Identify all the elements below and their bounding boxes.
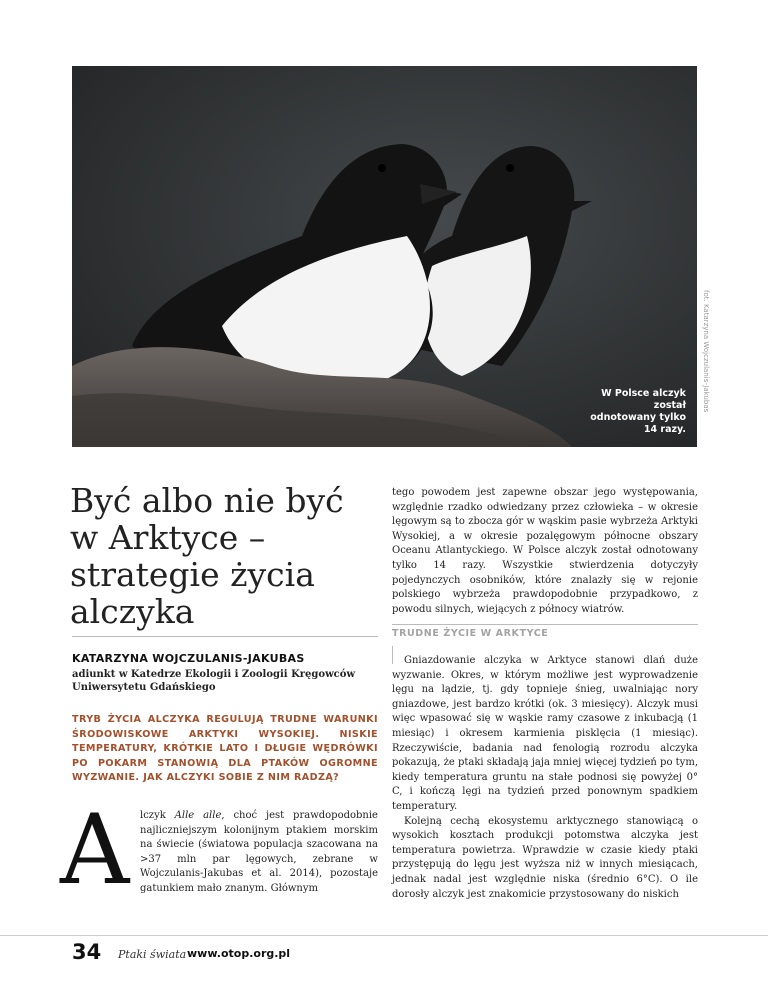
photo-credit: fot. Katarzyna Wojczulanis-Jakubas xyxy=(702,290,710,413)
magazine-url[interactable]: www.otop.org.pl xyxy=(187,947,291,960)
species-name: Alle alle xyxy=(174,810,222,821)
article-title: Być albo nie być w Arktyce – strategie życia alczyka xyxy=(70,481,344,631)
drop-cap: A xyxy=(60,794,130,906)
column-two-top xyxy=(392,486,698,617)
title-divider xyxy=(72,636,378,637)
intro-text-rest: , choć jest prawdopodobnie najliczniejszym kolonijnym ptakiem morskim na świecie (światowa populacja szacowana na >37 mln par lęgowych, zebrane w Wojczulanis-Jakubas et al. 2014), pozostaje gatunkiem mało znanym. Głównym xyxy=(140,810,378,894)
body-paragraph: Kolejną cechą ekosystemu arktycznego stanowiącą o wysokich kosztach produkcji potomstwa alczyka jest temperatura powietrza. Wprawdzie w czasie kiedy ptaki przystępują do lęgu jest wyższa niż w innych miesiącach, jednak nadal jest względnie niska (średnio 6°C). O ile dorosły alczyk jest znakomicie przystosowany do niskich xyxy=(392,815,698,900)
page-number: 34 xyxy=(72,940,102,964)
body-paragraph: tego powodem jest zapewne obszar jego występowania, względnie rzadko odwiedzany przez człowieka – w okresie lęgowym są to zbocza gór w wąskim pasie wybrzeża Arktyki Wysokiej, a w okresie pozalęgowym północne obszary Oceanu Atlantyckiego. W Polsce alczyk został odnotowany tylko 14 razy. Wszystkie stwierdzenia dotyczyły pojedynczych osobników, które znalazły się w rejonie polskiego wybrzeża prawdopodobnie przypadkowo, z powodu silnych, wiejących z północy wiatrów. xyxy=(392,487,698,615)
author-affiliation: adiunkt w Katedrze Ekologii i Zoologii Kręgowców Uniwersytetu Gdańskiego xyxy=(72,669,356,693)
section-heading: TRUDNE ŻYCIE W ARKTYCE xyxy=(392,628,549,639)
article-lead: TRYB ŻYCIA ALCZYKA REGULUJĄ TRUDNE WARUNKI ŚRODOWISKOWE ARKTYKI WYSOKIEJ. NISKIE TEMPERATURY, KRÓTKIE LATO I DŁUGIE WĘDRÓWKI PO POKARM STANOWIĄ DLA PTAKÓW OGROMNE WYZWANIE. JAK ALCZYKI SOBIE Z NIM RADZĄ? xyxy=(72,714,378,783)
section-divider xyxy=(392,624,698,625)
footer-divider xyxy=(0,935,768,936)
column-two-bottom xyxy=(392,654,698,902)
author-name: KATARZYNA WOJCZULANIS-JAKUBAS xyxy=(72,652,305,665)
magazine-name: Ptaki świata xyxy=(118,948,187,961)
photo-caption: W Polsce alczyk został odnotowany tylko 14 razy. xyxy=(590,388,686,435)
intro-text-start: lczyk xyxy=(140,810,175,821)
body-paragraph: Gniazdowanie alczyka w Arktyce stanowi dlań duże wyzwanie. Okres, w którym możliwe jest wyprowadzenie lęgu na lądzie, tj. gdy topnieje śnieg, uwalniając nory gniazdowe, jest bardzo krótki (ok. 3 miesięcy). Alczyk musi więc wpasować się w wąskie ramy czasowe z inkubacją (1 miesiąc) i okresem karmienia pisklęcia (1 miesiąc). Rzeczywiście, badania nad fenologią rozrodu alczyka pokazują, że ptaki składają jaja mniej więcej tydzień po tym, kiedy temperatura gruntu na stałe podnosi się powyżej 0° C, i kończą lęgi na tydzień przed ponownym spadkiem temperatury. xyxy=(392,655,698,812)
intro-paragraph xyxy=(140,809,378,897)
